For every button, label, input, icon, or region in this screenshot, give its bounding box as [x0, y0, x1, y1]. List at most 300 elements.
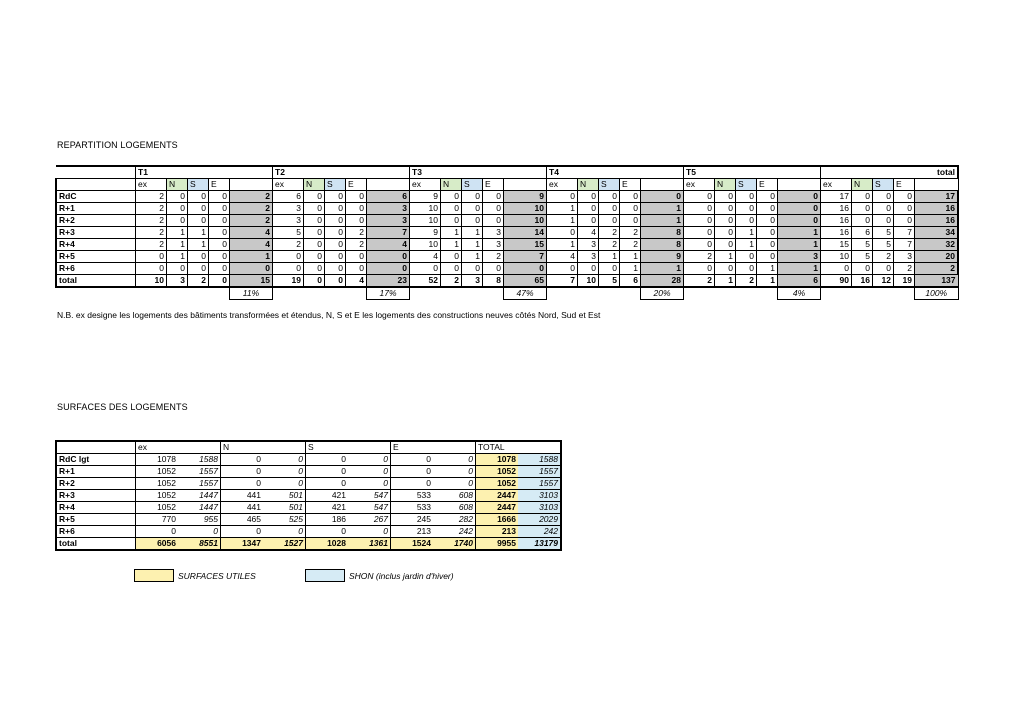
cell-value: 1	[188, 227, 209, 239]
cell-value: 90	[821, 275, 852, 288]
surface-shon: 0	[263, 526, 306, 538]
cell-value: 0	[188, 191, 209, 203]
group-sum: 1	[778, 227, 821, 239]
cell-value: 1	[547, 239, 578, 251]
row-label: R+5	[56, 514, 136, 526]
spacer	[547, 287, 578, 300]
group-sum: 8	[641, 239, 684, 251]
cell-value: 0	[325, 215, 346, 227]
spacer	[715, 287, 736, 300]
surface-utile: 213	[391, 526, 434, 538]
cell-value: 0	[346, 203, 367, 215]
sub-header-sum	[641, 179, 684, 191]
surface-shon: 1527	[263, 538, 306, 551]
sub-header-n: N	[578, 179, 599, 191]
group-sum: 34	[915, 227, 959, 239]
cell-value: 0	[684, 227, 715, 239]
sub-header-ex: ex	[136, 179, 167, 191]
surface-utile: 2447	[476, 490, 519, 502]
group-sum: 28	[641, 275, 684, 288]
cell-value: 0	[578, 215, 599, 227]
cell-value: 0	[304, 275, 325, 288]
cell-value: 15	[821, 239, 852, 251]
cell-value: 0	[547, 191, 578, 203]
surface-shon: 1447	[178, 502, 221, 514]
cell-value: 2	[273, 239, 304, 251]
cell-value: 0	[273, 263, 304, 275]
cell-value: 0	[684, 215, 715, 227]
spacer	[346, 287, 367, 300]
surface-shon: 8551	[178, 538, 221, 551]
group-sum: 1	[778, 263, 821, 275]
cell-value: 10	[410, 215, 441, 227]
cell-value: 0	[684, 191, 715, 203]
row-label: R+3	[56, 227, 136, 239]
cell-value: 0	[304, 263, 325, 275]
cell-value: 0	[715, 191, 736, 203]
surface-utile: 0	[306, 454, 349, 466]
cell-value: 0	[167, 263, 188, 275]
cell-value: 2	[136, 227, 167, 239]
sub-header-ex: ex	[547, 179, 578, 191]
cell-value: 1	[462, 227, 483, 239]
table-row	[56, 263, 958, 275]
column-header-ex: ex	[136, 441, 221, 454]
spacer	[599, 287, 620, 300]
table-row	[56, 239, 958, 251]
sub-header-n: N	[441, 179, 462, 191]
cell-value: 0	[873, 203, 894, 215]
group-header-t4: T4	[547, 166, 684, 179]
surface-shon: 0	[348, 466, 391, 478]
group-sum: 6	[367, 191, 410, 203]
group-sum: 10	[504, 215, 547, 227]
column-header-s: S	[306, 441, 391, 454]
surface-shon: 1740	[433, 538, 476, 551]
cell-value: 0	[736, 263, 757, 275]
cell-value: 0	[736, 203, 757, 215]
table-row	[56, 538, 561, 551]
cell-value: 52	[410, 275, 441, 288]
surface-utile: 533	[391, 502, 434, 514]
sub-header-sum	[915, 179, 959, 191]
spacer	[136, 287, 167, 300]
sub-header-e: E	[757, 179, 778, 191]
cell-value: 0	[209, 251, 230, 263]
sub-header-row	[56, 179, 958, 191]
row-label: R+2	[56, 215, 136, 227]
cell-value: 0	[894, 215, 915, 227]
row-label: R+6	[56, 526, 136, 538]
group-header-t5: T5	[684, 166, 821, 179]
spacer	[462, 287, 483, 300]
surface-shon: 608	[433, 490, 476, 502]
cell-value: 1	[462, 239, 483, 251]
group-sum: 20	[915, 251, 959, 263]
sub-header-n: N	[167, 179, 188, 191]
surface-shon: 242	[518, 526, 561, 538]
cell-value: 0	[852, 191, 873, 203]
surface-shon: 1588	[178, 454, 221, 466]
cell-value: 0	[441, 191, 462, 203]
spacer	[188, 287, 209, 300]
cell-value: 0	[757, 203, 778, 215]
sub-header-ex: ex	[821, 179, 852, 191]
cell-value: 0	[167, 215, 188, 227]
spacer	[821, 287, 852, 300]
cell-value: 1	[547, 203, 578, 215]
cell-value: 12	[873, 275, 894, 288]
surface-shon: 0	[178, 526, 221, 538]
surface-utile: 1052	[476, 466, 519, 478]
cell-value: 0	[441, 203, 462, 215]
cell-value: 0	[757, 251, 778, 263]
surface-shon: 525	[263, 514, 306, 526]
table-row	[56, 203, 958, 215]
group-sum: 23	[367, 275, 410, 288]
surface-shon: 0	[348, 454, 391, 466]
cell-value: 2	[599, 239, 620, 251]
surface-shon: 0	[263, 454, 306, 466]
cell-value: 0	[736, 191, 757, 203]
group-sum: 7	[367, 227, 410, 239]
cell-value: 0	[441, 251, 462, 263]
cell-value: 0	[757, 227, 778, 239]
table-row	[56, 215, 958, 227]
legend-swatch-blue	[305, 569, 345, 582]
percent-value: 11%	[230, 287, 273, 300]
table-row	[56, 227, 958, 239]
cell-value: 2	[136, 203, 167, 215]
spacer	[167, 287, 188, 300]
cell-value: 0	[346, 191, 367, 203]
cell-value: 0	[167, 203, 188, 215]
cell-value: 19	[273, 275, 304, 288]
cell-value: 0	[852, 263, 873, 275]
spacer	[304, 287, 325, 300]
group-sum: 7	[504, 251, 547, 263]
cell-value: 2	[599, 227, 620, 239]
cell-value: 0	[462, 215, 483, 227]
cell-value: 0	[209, 263, 230, 275]
sub-header-s: S	[325, 179, 346, 191]
cell-value: 7	[894, 227, 915, 239]
cell-value: 16	[821, 203, 852, 215]
group-sum: 1	[641, 203, 684, 215]
cell-value: 0	[852, 215, 873, 227]
group-sum: 1	[230, 251, 273, 263]
surface-utile: 421	[306, 490, 349, 502]
spacer	[684, 287, 715, 300]
row-label: R+3	[56, 490, 136, 502]
surface-shon: 608	[433, 502, 476, 514]
cell-value: 0	[599, 263, 620, 275]
cell-value: 5	[852, 239, 873, 251]
spacer	[273, 287, 304, 300]
column-header-total: TOTAL	[476, 441, 562, 454]
cell-value: 0	[325, 191, 346, 203]
cell-value: 0	[304, 251, 325, 263]
row-label: RdC lgt	[56, 454, 136, 466]
cell-value: 0	[894, 191, 915, 203]
cell-value: 0	[599, 203, 620, 215]
table-row	[56, 478, 561, 490]
cell-value: 3	[483, 239, 504, 251]
cell-value: 0	[715, 227, 736, 239]
percent-value: 17%	[367, 287, 410, 300]
surface-utile: 441	[221, 502, 264, 514]
cell-value: 1	[757, 275, 778, 288]
cell-value: 10	[578, 275, 599, 288]
note-text: N.B. ex designe les logements des bâtiments transformées et étendus, N, S et E les logements des constructions neuves côtés Nord, Sud et Est	[57, 310, 601, 320]
group-sum: 4	[367, 239, 410, 251]
surface-shon: 1557	[178, 466, 221, 478]
cell-value: 0	[873, 263, 894, 275]
row-label: total	[56, 275, 136, 288]
row-label: R+5	[56, 251, 136, 263]
cell-value: 0	[209, 227, 230, 239]
surface-shon: 0	[348, 526, 391, 538]
cell-value: 0	[167, 191, 188, 203]
group-sum: 3	[367, 203, 410, 215]
cell-value: 0	[325, 251, 346, 263]
cell-value: 0	[325, 275, 346, 288]
cell-value: 0	[715, 263, 736, 275]
group-sum: 4	[230, 239, 273, 251]
cell-value: 7	[547, 275, 578, 288]
percent-value: 100%	[915, 287, 959, 300]
group-sum: 2	[230, 191, 273, 203]
sub-header-s: S	[599, 179, 620, 191]
cell-value: 1	[188, 239, 209, 251]
surface-shon: 3103	[518, 502, 561, 514]
corner-cell	[56, 179, 136, 191]
sub-header-ex: ex	[410, 179, 441, 191]
table-row	[56, 275, 958, 288]
group-header-t1: T1	[136, 166, 273, 179]
repartition-table	[55, 165, 959, 300]
cell-value: 3	[578, 251, 599, 263]
table-row	[56, 526, 561, 538]
surface-utile: 0	[221, 478, 264, 490]
surface-shon: 0	[263, 466, 306, 478]
group-sum: 0	[778, 191, 821, 203]
sub-header-e: E	[894, 179, 915, 191]
spacer	[873, 287, 894, 300]
cell-value: 0	[188, 215, 209, 227]
sub-header-sum	[367, 179, 410, 191]
sub-header-s: S	[188, 179, 209, 191]
cell-value: 0	[346, 263, 367, 275]
cell-value: 0	[136, 251, 167, 263]
row-label: total	[56, 538, 136, 551]
cell-value: 0	[757, 191, 778, 203]
cell-value: 0	[547, 227, 578, 239]
group-sum: 2	[230, 215, 273, 227]
cell-value: 0	[304, 191, 325, 203]
spacer	[852, 287, 873, 300]
spacer	[620, 287, 641, 300]
sub-header-ex: ex	[684, 179, 715, 191]
cell-value: 0	[757, 239, 778, 251]
cell-value: 19	[894, 275, 915, 288]
group-sum: 8	[641, 227, 684, 239]
surface-utile: 0	[306, 526, 349, 538]
spacer	[441, 287, 462, 300]
group-sum: 16	[915, 215, 959, 227]
row-label: R+1	[56, 203, 136, 215]
cell-value: 0	[757, 215, 778, 227]
group-sum: 3	[778, 251, 821, 263]
surface-utile: 0	[221, 466, 264, 478]
surface-utile: 0	[306, 478, 349, 490]
cell-value: 0	[304, 239, 325, 251]
cell-value: 0	[346, 215, 367, 227]
sub-header-s: S	[462, 179, 483, 191]
cell-value: 0	[599, 215, 620, 227]
spacer	[410, 287, 441, 300]
cell-value: 2	[136, 215, 167, 227]
spacer	[56, 287, 136, 300]
surface-utile: 0	[391, 466, 434, 478]
cell-value: 1	[620, 251, 641, 263]
group-sum: 0	[230, 263, 273, 275]
cell-value: 16	[821, 227, 852, 239]
group-sum: 0	[367, 263, 410, 275]
cell-value: 2	[684, 251, 715, 263]
cell-value: 0	[209, 239, 230, 251]
cell-value: 10	[136, 275, 167, 288]
group-sum: 1	[641, 215, 684, 227]
cell-value: 2	[136, 191, 167, 203]
surface-shon: 242	[433, 526, 476, 538]
sub-header-s: S	[873, 179, 894, 191]
cell-value: 1	[736, 239, 757, 251]
cell-value: 2	[620, 227, 641, 239]
sub-header-ex: ex	[273, 179, 304, 191]
sub-header-e: E	[620, 179, 641, 191]
cell-value: 3	[483, 227, 504, 239]
spacer	[209, 287, 230, 300]
cell-value: 0	[462, 263, 483, 275]
surface-utile: 533	[391, 490, 434, 502]
cell-value: 6	[852, 227, 873, 239]
percent-value: 4%	[778, 287, 821, 300]
cell-value: 0	[620, 191, 641, 203]
column-header-e: E	[391, 441, 476, 454]
group-header-t3: T3	[410, 166, 547, 179]
cell-value: 5	[873, 227, 894, 239]
cell-value: 0	[715, 203, 736, 215]
group-sum: 32	[915, 239, 959, 251]
cell-value: 0	[136, 263, 167, 275]
surface-shon: 0	[263, 478, 306, 490]
cell-value: 1	[462, 251, 483, 263]
cell-value: 0	[410, 263, 441, 275]
cell-value: 1	[757, 263, 778, 275]
percent-row	[56, 287, 958, 300]
cell-value: 0	[736, 215, 757, 227]
cell-value: 1	[167, 251, 188, 263]
spacer	[578, 287, 599, 300]
cell-value: 0	[894, 203, 915, 215]
row-label: R+1	[56, 466, 136, 478]
surfaces-table	[55, 440, 562, 551]
group-sum: 0	[778, 215, 821, 227]
cell-value: 0	[325, 263, 346, 275]
surface-shon: 2029	[518, 514, 561, 526]
surface-utile: 1078	[136, 454, 179, 466]
cell-value: 0	[715, 215, 736, 227]
cell-value: 5	[273, 227, 304, 239]
surface-utile: 1666	[476, 514, 519, 526]
cell-value: 0	[620, 203, 641, 215]
cell-value: 0	[483, 263, 504, 275]
cell-value: 2	[620, 239, 641, 251]
surface-utile: 1052	[136, 466, 179, 478]
cell-value: 0	[578, 203, 599, 215]
cell-value: 1	[441, 227, 462, 239]
spacer	[894, 287, 915, 300]
group-sum: 17	[915, 191, 959, 203]
section-title-repartition: REPARTITION LOGEMENTS	[57, 140, 178, 150]
surface-utile: 0	[221, 526, 264, 538]
legend-swatch-yellow	[134, 569, 174, 582]
row-label: R+4	[56, 502, 136, 514]
cell-value: 1	[599, 251, 620, 263]
spacer	[736, 287, 757, 300]
surface-shon: 0	[433, 478, 476, 490]
cell-value: 0	[188, 263, 209, 275]
surface-utile: 2447	[476, 502, 519, 514]
surface-shon: 1361	[348, 538, 391, 551]
percent-value: 20%	[641, 287, 684, 300]
group-sum: 14	[504, 227, 547, 239]
cell-value: 0	[273, 251, 304, 263]
cell-value: 0	[821, 263, 852, 275]
cell-value: 6	[273, 191, 304, 203]
sub-header-e: E	[209, 179, 230, 191]
legend-label: SHON (inclus jardin d'hiver)	[349, 570, 454, 581]
surface-shon: 267	[348, 514, 391, 526]
sub-header-sum	[230, 179, 273, 191]
group-sum: 9	[504, 191, 547, 203]
surface-shon: 955	[178, 514, 221, 526]
group-header-row	[56, 166, 958, 179]
cell-value: 1	[167, 227, 188, 239]
surface-utile: 1052	[476, 478, 519, 490]
cell-value: 0	[462, 203, 483, 215]
group-sum: 65	[504, 275, 547, 288]
sub-header-e: E	[346, 179, 367, 191]
group-sum: 4	[230, 227, 273, 239]
cell-value: 17	[821, 191, 852, 203]
cell-value: 3	[894, 251, 915, 263]
cell-value: 3	[167, 275, 188, 288]
table-row	[56, 454, 561, 466]
cell-value: 5	[873, 239, 894, 251]
surface-shon: 0	[348, 478, 391, 490]
table-row	[56, 466, 561, 478]
cell-value: 2	[346, 239, 367, 251]
cell-value: 0	[304, 227, 325, 239]
row-label: R+6	[56, 263, 136, 275]
cell-value: 0	[873, 191, 894, 203]
surface-shon: 1557	[178, 478, 221, 490]
group-sum: 1	[778, 239, 821, 251]
section-title-surfaces: SURFACES DES LOGEMENTS	[57, 402, 188, 412]
cell-value: 2	[136, 239, 167, 251]
